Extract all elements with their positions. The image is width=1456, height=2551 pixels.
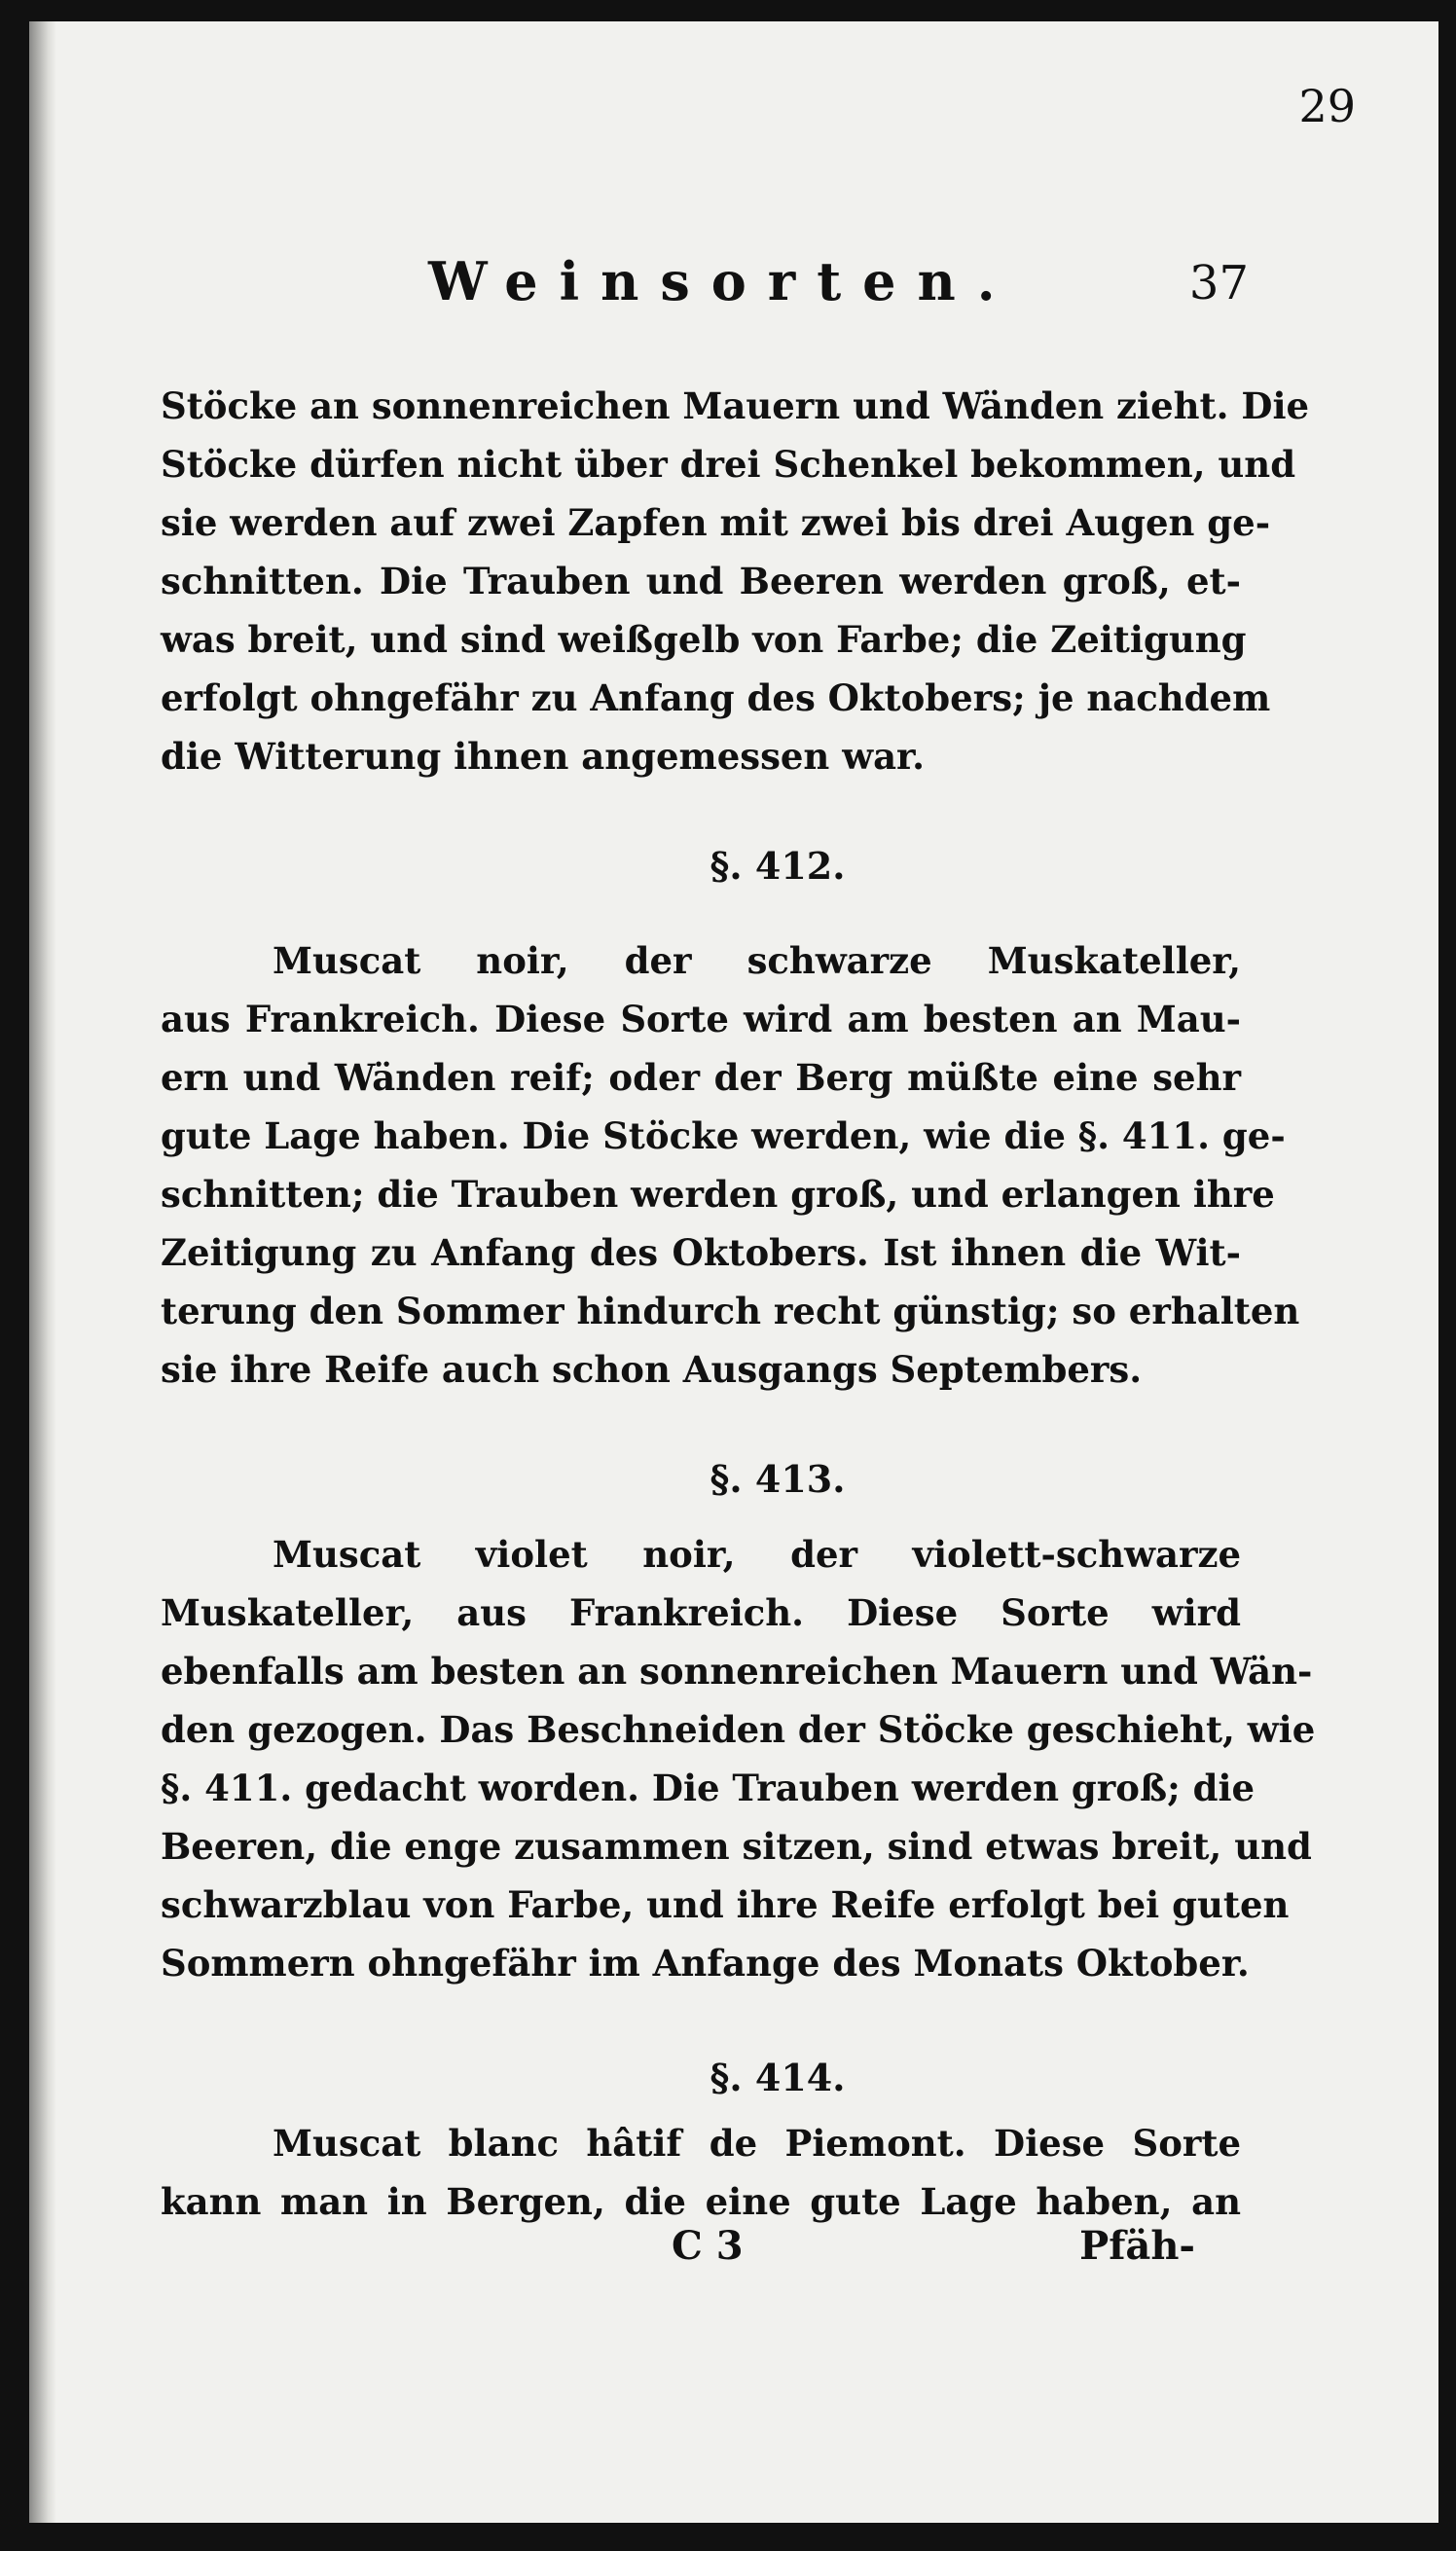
text-line: den gezogen. Das Beschneiden der Stöcke geschieht, wie <box>161 1708 1316 1751</box>
text-line: Muscat blanc hâtif de Piemont. Diese Sorte <box>273 2122 1241 2165</box>
text-line: §. 411. gedacht worden. Die Trauben werden groß; die <box>161 1767 1256 1809</box>
text-line: die Witterung ihnen angemessen war. <box>161 735 926 778</box>
text-line: Beeren, die enge zusammen sitzen, sind etwas breit, und <box>161 1825 1312 1868</box>
text-line: kann man in Bergen, die eine gute Lage haben, an <box>161 2180 1241 2223</box>
paragraph-413 <box>161 1525 1316 1992</box>
text-line: Muscat violet noir, der violett-schwarze <box>273 1533 1241 1576</box>
text-line: Sommern ohngefähr im Anfange des Monats Oktober. <box>161 1942 1250 1985</box>
text-line: ern und Wänden reif; oder der Berg müßte eine sehr <box>161 1056 1241 1099</box>
running-head <box>29 240 1438 318</box>
text-line: schnitten. Die Trauben und Beeren werden groß, et- <box>161 560 1241 602</box>
section-heading-414: §. 414. <box>710 2056 846 2099</box>
section-heading-413: §. 413. <box>710 1457 846 1501</box>
section-heading-412: §. 412. <box>710 844 846 888</box>
text-line: terung den Sommer hindurch recht günstig; so erhalten <box>161 1290 1300 1332</box>
text-line: Stöcke an sonnenreichen Mauern und Wänden zieht. Die <box>161 384 1310 427</box>
paragraph-414 <box>161 2114 1241 2231</box>
text-line: sie werden auf zwei Zapfen mit zwei bis drei Augen ge- <box>161 501 1271 544</box>
text-line: schwarzblau von Farbe, und ihre Reife erfolgt bei guten <box>161 1883 1290 1926</box>
page-number: 37 <box>1188 256 1249 310</box>
text-line: ebenfalls am besten an sonnenreichen Mauern und Wän- <box>161 1650 1313 1693</box>
signature-mark: C 3 <box>672 2223 744 2269</box>
text-line: Muscat noir, der schwarze Muskateller, <box>273 939 1241 982</box>
text-line: Muskateller, aus Frankreich. Diese Sorte wird <box>161 1591 1241 1634</box>
text-line: gute Lage haben. Die Stöcke werden, wie die §. 411. ge- <box>161 1114 1286 1157</box>
text-line: sie ihre Reife auch schon Ausgangs Septembers. <box>161 1348 1143 1391</box>
text-line: schnitten; die Trauben werden groß, und erlangen ihre <box>161 1173 1275 1216</box>
sheet-number: 29 <box>1298 80 1356 132</box>
text-line: aus Frankreich. Diese Sorte wird am besten an Mau- <box>161 998 1241 1040</box>
text-line: Stöcke dürfen nicht über drei Schenkel bekommen, und <box>161 443 1296 486</box>
running-title: Weinsorten. <box>428 250 1017 312</box>
text-line: was breit, und sind weißgelb von Farbe; die Zeitigung <box>161 618 1247 661</box>
book-page <box>29 21 1438 2523</box>
paragraph-412 <box>161 931 1300 1399</box>
catchword: Pfäh- <box>1079 2223 1195 2269</box>
text-line: Zeitigung zu Anfang des Oktobers. Ist ihnen die Wit- <box>161 1231 1241 1274</box>
text-line: erfolgt ohngefähr zu Anfang des Oktobers; je nachdem <box>161 676 1271 719</box>
paragraph-continued <box>161 377 1310 785</box>
